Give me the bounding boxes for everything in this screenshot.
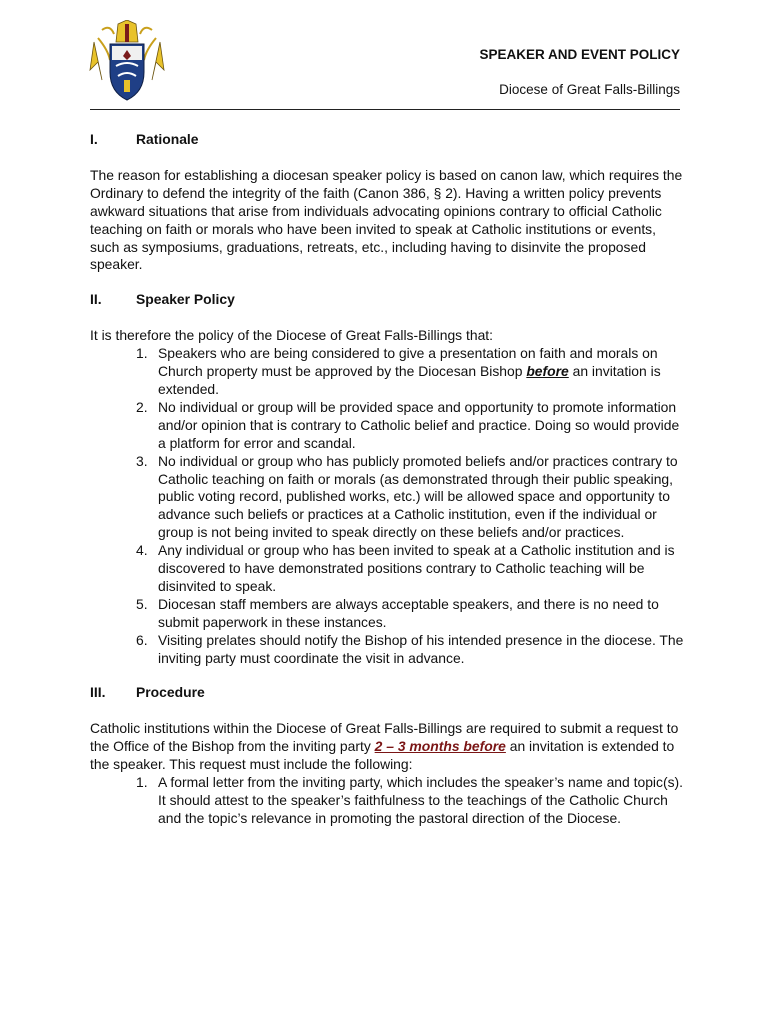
section-heading-procedure: [90, 684, 685, 702]
list-item-number: 1.: [136, 345, 148, 362]
section-number: I.: [90, 131, 98, 147]
header-divider: [90, 109, 680, 110]
procedure-list: [90, 774, 685, 828]
list-item: [136, 774, 685, 828]
list-item-number: 3.: [136, 452, 148, 469]
list-item-text: Diocesan staff members are always acceptable speakers, and there is no need to submit paperwork in these instances.: [158, 595, 659, 630]
section-number: II.: [90, 291, 102, 308]
section-title: Procedure: [136, 684, 205, 701]
section-title: Speaker Policy: [136, 291, 235, 308]
list-item-number: 1.: [136, 774, 148, 791]
list-item: [136, 632, 685, 668]
list-item-text: No individual or group who has publicly promoted beliefs and/or practices contrary to Catholic teaching on faith or morals (as demonstrated through their public speaking, public voting record, published works, etc.) will be allowed space and opportunity to advance such beliefs or practices at a Catholic institution, even if the individual or group is not being invited to speak directly on these beliefs and/or practices.: [158, 452, 678, 541]
rationale-paragraph: The reason for establishing a diocesan speaker policy is based on canon law, which requires the Ordinary to defend the integrity of the faith (Canon 386, § 2). Having a written policy prevents awkward situations that arise from individuals advocating opinions contrary to official Catholic teaching on faith or morals who have been invited to speak at Catholic institutions or events, such as symposiums, graduations, retreats, etc., including having to disinvite the proposed speaker.: [90, 166, 683, 273]
document-title: SPEAKER AND EVENT POLICY: [479, 47, 680, 62]
document-body: [90, 131, 685, 828]
list-item: [136, 399, 685, 453]
list-item-number: 6.: [136, 631, 148, 648]
section-heading-speaker-policy: [90, 291, 685, 309]
diocese-coat-of-arms-icon: [88, 20, 166, 102]
section-number: III.: [90, 684, 106, 701]
list-item: [136, 453, 685, 543]
list-item-number: 5.: [136, 595, 148, 612]
list-item: [136, 596, 685, 632]
section-title: Rationale: [136, 131, 199, 147]
list-item-number: 2.: [136, 398, 148, 415]
list-item: [136, 542, 685, 596]
before-emphasis: before: [526, 363, 569, 380]
procedure-text-after: an invitation is extended to the speaker. This request must include the following:: [90, 738, 675, 773]
section-heading-rationale: [90, 131, 685, 149]
list-item-text-after: an invitation is extended.: [158, 363, 661, 397]
list-item-text: Visiting prelates should notify the Bishop of his intended presence in the diocese. The inviting party must coordinate the visit in advance.: [158, 631, 684, 666]
list-item-number: 4.: [136, 542, 148, 559]
speaker-policy-intro: It is therefore the policy of the Diocese of Great Falls-Billings that:: [90, 327, 494, 344]
list-item-text: A formal letter from the inviting party, which includes the speaker’s name and topic(s). It should attest to the speaker’s faithfulness to the teachings of the Catholic Church and the topic’s relevance in promoting the pastoral direction of the Diocese.: [158, 774, 684, 826]
document-subtitle: Diocese of Great Falls-Billings: [499, 82, 680, 97]
list-item: [136, 345, 685, 399]
list-item-text-before: Speakers who are being considered to give a presentation on faith and morals on Church property must be approved by the Diocesan Bishop: [158, 345, 658, 380]
list-item-text: No individual or group will be provided space and opportunity to promote information and/or opinion that is contrary to Catholic belief and practice. Doing so would provide a platform for error and scandal.: [158, 398, 680, 451]
list-item-text: [158, 345, 685, 399]
list-item-text: Any individual or group who has been invited to speak at a Catholic institution and is discovered to have demonstrated positions contrary to Catholic teaching will be disinvited to speak.: [158, 542, 675, 594]
timeframe-emphasis: 2 – 3 months before: [374, 738, 506, 755]
procedure-paragraph: [90, 720, 685, 774]
speaker-policy-list: [90, 345, 685, 667]
procedure-text-before: Catholic institutions within the Diocese of Great Falls-Billings are required to submit a request to the Office of the Bishop from the inviting party: [90, 720, 679, 755]
